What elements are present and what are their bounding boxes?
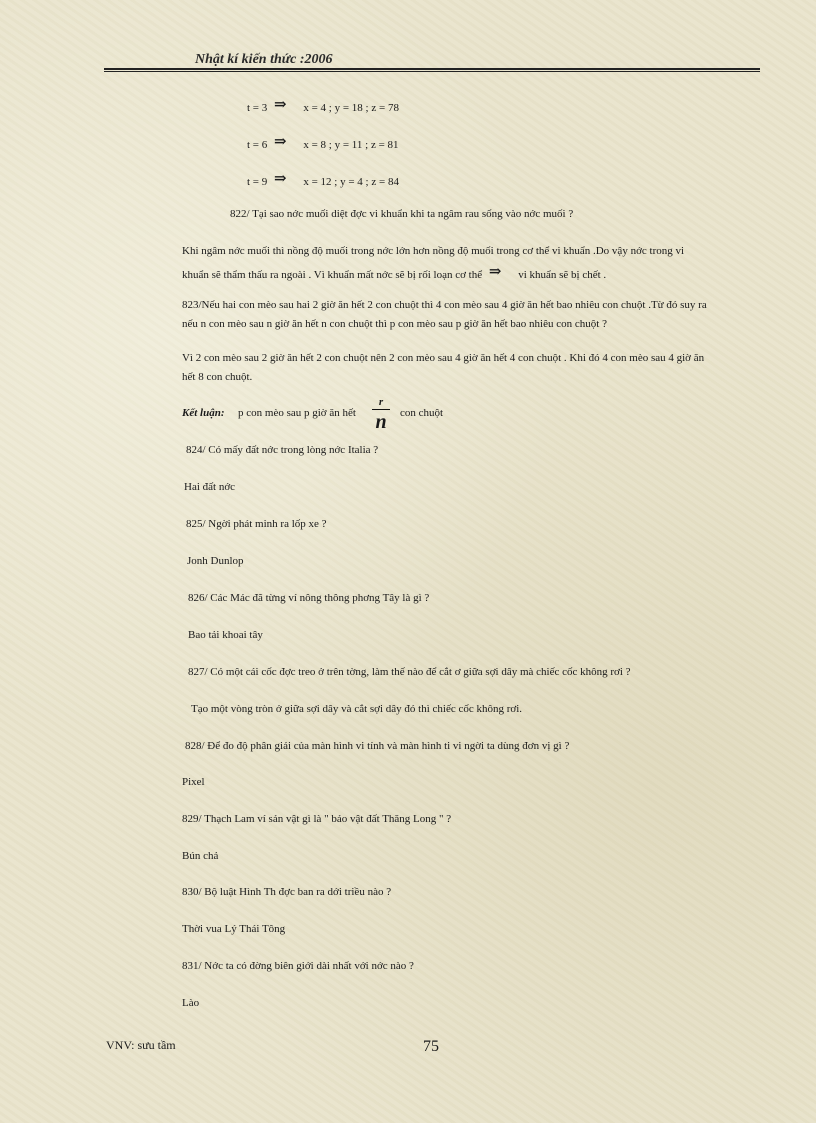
equation-row xyxy=(247,97,399,116)
equation-row xyxy=(247,171,399,190)
answer-822-text: khuẩn sẽ thẩm thấu ra ngoài . Vì khuẩn mất nớc sẽ bị rối loạn cơ thể xyxy=(182,269,483,281)
fraction-denominator: n xyxy=(375,411,387,433)
equation-rhs: x = 12 ; y = 4 ; z = 84 xyxy=(303,176,399,188)
conclusion-label xyxy=(182,407,224,419)
equation-t: t = 6 xyxy=(247,139,268,151)
equation-t: t = 9 xyxy=(247,176,268,188)
answer-824: Hai đất nớc xyxy=(184,481,236,493)
answer-823-line2: hết 8 con chuột. xyxy=(182,371,253,383)
fraction-bar xyxy=(372,409,390,410)
answer-822-line1: Khi ngâm nớc muối thì nồng độ muối trong nớc lớn hơn nồng độ muối trong cơ thể vi khuẩn .Do vậy nớc trong vi xyxy=(182,245,685,257)
answer-823-line1: Vì 2 con mèo sau 2 giờ ăn hết 2 con chuột nên 2 con mèo sau 4 giờ ăn hết 4 con chuột . Khi đó 4 con mèo sau 4 giờ ăn xyxy=(182,352,705,364)
answer-827: Tạo một vòng tròn ở giữa sợi dây và cắt sợi dây đó thì chiếc cốc không rơi. xyxy=(191,703,523,715)
header-rule-thin xyxy=(104,71,760,72)
fraction-numerator: r xyxy=(378,396,384,408)
answer-829: Bún chả xyxy=(182,850,219,862)
answer-822-text-end: vi khuẩn sẽ bị chết . xyxy=(518,269,607,281)
equation-rhs: x = 8 ; y = 11 ; z = 81 xyxy=(303,139,399,151)
question-827: 827/ Có một cái cốc đợc treo ở trên tờng, làm thế nào để cắt ơ giữa sợi dây mà chiếc cốc không rơi ? xyxy=(188,666,631,678)
answer-830: Thời vua Lý Thái Tông xyxy=(182,923,286,935)
answer-826: Bao tải khoai tây xyxy=(188,629,263,641)
answer-822-line2 xyxy=(182,264,606,283)
conclusion-end: con chuột xyxy=(400,407,444,419)
fraction xyxy=(372,396,390,433)
footer-source: VNV: sưu tầm xyxy=(106,1038,176,1052)
page-number: 75 xyxy=(423,1038,439,1055)
answer-825: Jonh Dunlop xyxy=(187,555,244,567)
equation-t: t = 3 xyxy=(247,102,268,114)
implies-arrow-icon: ⇒ xyxy=(488,264,502,280)
question-830: 830/ Bộ luật Hình Th đợc ban ra dới triều nào ? xyxy=(182,886,392,898)
implies-arrow-icon: ⇒ xyxy=(274,134,287,150)
question-831: 831/ Nớc ta có đờng biên giới dài nhất với nớc nào ? xyxy=(182,960,414,972)
question-823-line1: 823/Nếu hai con mèo sau hai 2 giờ ăn hết 2 con chuột thì 4 con mèo sau 4 giờ ăn hết bao nhiêu con chuột .Từ đó suy ra xyxy=(182,299,707,311)
answer-828: Pixel xyxy=(182,776,205,788)
page-header-title: Nhật kí kiến thức :2006 xyxy=(195,52,333,67)
conclusion-text: p con mèo sau p giờ ăn hết xyxy=(238,407,356,419)
question-823-line2: nếu n con mèo sau n giờ ăn hết n con chuột thì p con mèo sau p giờ ăn hết bao nhiêu con chuột ? xyxy=(182,318,607,330)
question-825: 825/ Ngời phát minh ra lốp xe ? xyxy=(186,518,327,530)
question-826: 826/ Các Mác đã từng ví nông thông phơng Tây là gì ? xyxy=(188,592,430,604)
question-829: 829/ Thạch Lam ví sản vật gì là " bảo vật đất Thăng Long " ? xyxy=(182,813,452,825)
equation-row xyxy=(247,134,399,153)
equation-rhs: x = 4 ; y = 18 ; z = 78 xyxy=(303,102,399,114)
question-822: 822/ Tại sao nớc muối diệt đợc vi khuẩn khi ta ngâm rau sống vào nớc muối ? xyxy=(230,208,574,220)
conclusion-heading: Kết luận: xyxy=(182,407,225,419)
implies-arrow-icon: ⇒ xyxy=(274,171,287,187)
question-824: 824/ Có mấy đất nớc trong lòng nớc Italia ? xyxy=(186,444,379,456)
answer-831: Lào xyxy=(182,997,200,1009)
implies-arrow-icon: ⇒ xyxy=(274,97,287,113)
question-828: 828/ Để đo độ phân giải của màn hình vi tính và màn hình ti vi ngời ta dùng đơn vị gì ? xyxy=(185,740,570,752)
header-rule-thick xyxy=(104,68,760,70)
